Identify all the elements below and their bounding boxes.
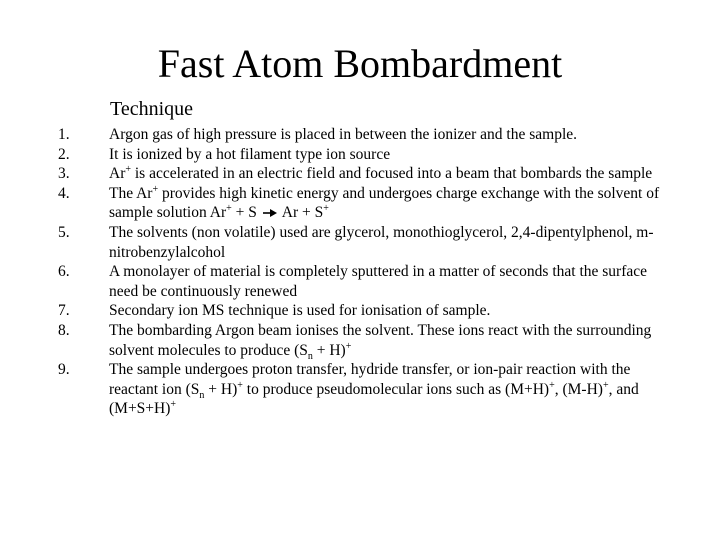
step-text — [109, 185, 659, 222]
superscript: + — [602, 379, 609, 391]
step-1 — [0, 125, 720, 145]
section-subheading: Technique — [110, 98, 194, 120]
step-text — [109, 165, 652, 182]
technique-steps-list — [0, 125, 720, 419]
step-9 — [0, 360, 720, 419]
text-run: Ar — [109, 165, 126, 183]
step-number: 5. — [58, 223, 70, 241]
text-run: The bombarding Argon beam ionises the solvent. These ions react with the surrounding solvent molecules to produce (S — [109, 321, 652, 359]
text-run: provides high kinetic energy and undergoes charge exchange with the solvent of sample solution Ar — [109, 184, 660, 222]
step-number: 8. — [58, 321, 70, 339]
superscript: + — [237, 379, 243, 391]
step-3 — [0, 164, 720, 184]
superscript: + — [226, 203, 232, 215]
superscript: + — [345, 340, 352, 352]
text-run: The sample undergoes proton transfer, hydride transfer, or ion-pair reaction with the reactant ion (S — [109, 361, 631, 398]
superscript: + — [170, 399, 177, 411]
step-number: 2. — [58, 145, 70, 163]
step-number: 6. — [58, 263, 70, 281]
step-8 — [0, 321, 720, 360]
subscript: n — [199, 389, 205, 401]
text-run: to produce pseudomolecular ions such as (M+H) — [242, 380, 550, 398]
text-run: + H) — [204, 380, 238, 398]
text-run: + H) — [312, 341, 346, 359]
step-text — [109, 361, 639, 417]
superscript: + — [323, 203, 329, 215]
step-2 — [0, 145, 720, 165]
superscript: + — [125, 164, 131, 176]
text-run: Ar + S — [278, 204, 324, 222]
step-number: 7. — [58, 302, 70, 320]
step-6 — [0, 262, 720, 301]
step-4 — [0, 184, 720, 223]
step-text — [109, 321, 652, 362]
text-run: , and (M+S+H) — [109, 380, 639, 418]
text-run: The Ar — [109, 184, 153, 202]
subscript: n — [307, 350, 313, 362]
superscript: + — [152, 183, 159, 195]
step-5 — [0, 223, 720, 262]
text-run: is accelerated in an electric field and focused into a beam that bombards the sample — [131, 165, 653, 183]
step-number: 3. — [58, 165, 70, 183]
slide-title: Fast Atom Bombardment — [157, 41, 563, 86]
text-run: , (M-H) — [554, 380, 603, 398]
superscript: + — [549, 379, 555, 391]
step-text: A monolayer of material is completely sputtered in a matter of seconds that the surface need be continuously renewed — [109, 263, 648, 300]
step-text: It is ionized by a hot filament type ion source — [109, 145, 391, 163]
step-text: Argon gas of high pressure is placed in between the ionizer and the sample. — [109, 126, 578, 143]
step-text: The solvents (non volatile) used are glycerol, monothioglycerol, 2,4-dipentylphenol, m-nitrobenzylalcohol — [109, 223, 654, 261]
text-run: + S — [231, 204, 261, 222]
step-number: 4. — [58, 184, 70, 202]
step-text: Secondary ion MS technique is used for ionisation of sample. — [109, 302, 491, 320]
right-arrow-icon — [263, 208, 277, 218]
step-number: 1. — [58, 126, 70, 143]
step-7 — [0, 301, 720, 321]
step-number: 9. — [58, 361, 70, 379]
